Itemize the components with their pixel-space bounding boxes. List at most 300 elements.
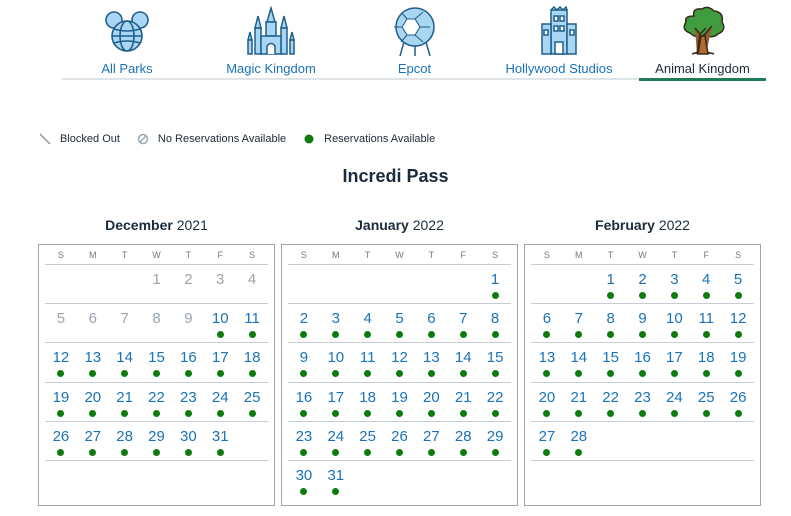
empty-day-cell [627,461,659,500]
legend-available [302,132,435,146]
day-cell[interactable] [479,383,511,421]
reservation-available-icon [543,410,550,417]
day-number: 14 [570,349,588,367]
reservation-available-icon [121,370,128,377]
day-cell[interactable] [447,304,479,342]
day-cell[interactable] [236,383,268,421]
day-cell[interactable] [320,461,352,500]
day-cell[interactable] [658,383,690,421]
reservation-available-icon [460,449,467,456]
day-cell[interactable] [384,383,416,421]
pass-title: Incredi Pass [342,166,449,186]
day-number: 13 [538,349,556,367]
empty-day-cell [595,461,627,500]
reservation-available-icon [639,410,646,417]
day-cell [45,304,77,342]
day-cell[interactable] [236,304,268,342]
reservation-available-icon [428,370,435,377]
day-cell[interactable] [288,383,320,421]
reservation-available-icon [57,449,64,456]
week-row [288,383,511,422]
reservation-available-icon [428,410,435,417]
reservation-available-icon [671,331,678,338]
tower-of-terror-icon [534,6,584,58]
day-number: 31 [211,427,229,445]
reservation-available-icon [735,370,742,377]
tree-of-life-icon [678,6,728,58]
reservation-available-icon [332,370,339,377]
day-cell[interactable] [141,343,173,381]
day-cell[interactable] [320,304,352,342]
weekday-label: T [671,249,678,260]
day-number: 13 [423,349,440,367]
day-number: 21 [570,388,588,406]
reservation-available-icon [607,410,614,417]
empty-day-cell [479,461,511,500]
day-number: 8 [606,310,615,328]
week-row [531,304,754,343]
weekday-label: S [300,249,307,260]
day-number: 6 [88,310,97,328]
reservation-available-icon [575,370,582,377]
reservation-available-icon [300,488,307,495]
weekday-header [288,245,511,265]
day-cell[interactable] [447,422,479,460]
day-number: 4 [247,271,257,288]
reservation-available-icon [57,410,64,417]
empty-day-cell [722,461,754,500]
empty-day-cell [690,422,722,460]
weekday-label: M [332,249,340,260]
day-cell [172,304,204,342]
reservation-available-icon [185,449,192,456]
day-cell[interactable] [722,265,754,303]
day-number: 18 [697,349,715,367]
day-number: 18 [359,388,376,406]
day-number: 5 [733,271,743,288]
day-cell[interactable] [627,304,659,342]
weekday-header [45,245,268,265]
reservation-available-icon [300,449,307,456]
empty-day-cell [77,461,109,500]
reservation-available-icon [153,370,160,377]
week-row [531,461,754,500]
tab-animal-kingdom[interactable] [639,0,766,82]
week-row [45,461,268,500]
day-cell[interactable] [595,265,627,303]
day-cell[interactable] [690,304,722,342]
reservation-available-icon [639,292,646,299]
day-cell[interactable] [563,343,595,381]
calendar-january [281,217,518,506]
week-row [45,343,268,382]
day-number: 4 [702,271,711,288]
day-cell[interactable] [384,304,416,342]
reservation-available-icon [460,370,467,377]
day-number: 25 [359,427,376,445]
reservation-available-icon [607,292,614,299]
reservation-available-icon [300,331,307,338]
reservation-available-icon [492,331,499,338]
day-number: 6 [542,310,552,328]
day-number: 27 [423,427,440,445]
reservation-available-icon [543,370,550,377]
tab-all-parks[interactable] [62,0,192,82]
empty-day-cell [77,265,109,303]
month-year: 2021 [176,217,208,233]
day-cell[interactable] [45,383,77,421]
day-number: 10 [666,310,683,328]
day-cell[interactable] [204,304,236,342]
day-number: 2 [299,310,309,328]
day-number: 22 [148,388,165,406]
day-cell[interactable] [415,383,447,421]
day-number: 15 [486,349,504,367]
reservation-available-icon [575,331,582,338]
no-reservations-icon [136,132,150,146]
reservation-available-icon [543,331,550,338]
reservation-available-icon [249,331,256,338]
day-cell[interactable] [627,383,659,421]
empty-day-cell [141,461,173,500]
weekday-label: T [121,249,128,260]
day-cell[interactable] [109,422,141,460]
day-number: 2 [184,271,193,288]
reservation-available-icon [492,370,499,377]
empty-day-cell [45,265,77,303]
day-number: 10 [327,349,345,367]
day-number: 9 [638,310,647,328]
legend-available-label: Reservations Available [324,133,436,145]
day-number: 17 [211,349,229,367]
day-number: 29 [486,427,504,445]
day-cell[interactable] [320,422,352,460]
empty-day-cell [236,422,268,460]
day-cell[interactable] [77,383,109,421]
empty-day-cell [447,461,479,500]
day-cell[interactable] [384,343,416,381]
day-cell[interactable] [415,422,447,460]
reservation-available-icon [703,331,710,338]
reservation-available-icon [492,292,499,299]
day-number: 22 [602,388,619,406]
reservation-available-icon [460,331,467,338]
tab-label: Animal Kingdom [655,61,750,76]
reservation-available-icon [607,331,614,338]
tab-label: Hollywood Studios [505,61,613,76]
reservation-available-icon [703,410,710,417]
day-number: 12 [729,310,747,328]
day-cell[interactable] [531,422,563,460]
tab-hollywood-studios[interactable] [479,0,639,82]
weekday-label: F [703,249,709,260]
day-number: 17 [327,388,345,406]
day-number: 1 [606,271,615,288]
day-number: 16 [634,349,651,367]
day-cell[interactable] [627,343,659,381]
day-number: 25 [697,388,715,406]
day-cell[interactable] [690,343,722,381]
day-cell[interactable] [415,343,447,381]
day-number: 27 [84,427,102,445]
tab-label: All Parks [101,61,153,76]
weekday-label: T [607,249,614,260]
reservation-available-icon [249,370,256,377]
reservation-available-icon [121,449,128,456]
day-cell[interactable] [288,422,320,460]
day-number: 29 [148,427,165,445]
reservation-available-icon [217,331,224,338]
day-number: 19 [52,388,70,406]
reservation-available-icon [492,410,499,417]
calendar-grid [281,244,518,506]
day-cell[interactable] [109,383,141,421]
week-row [45,383,268,422]
empty-day-cell [658,461,690,500]
day-number: 7 [459,310,468,328]
day-cell[interactable] [563,304,595,342]
day-cell[interactable] [627,265,659,303]
reservation-available-icon [364,331,371,338]
month-name: February [595,217,655,233]
day-cell[interactable] [531,304,563,342]
day-cell[interactable] [479,422,511,460]
day-cell[interactable] [320,343,352,381]
day-cell[interactable] [658,343,690,381]
day-number: 22 [486,388,504,406]
day-number: 20 [84,388,102,406]
day-cell[interactable] [352,304,384,342]
day-number: 1 [152,271,161,288]
month-name: December [105,217,173,233]
day-cell[interactable] [288,343,320,381]
day-number: 8 [152,310,161,328]
day-cell [141,265,173,303]
day-cell[interactable] [722,343,754,381]
day-number: 14 [454,349,472,367]
reservation-available-icon [396,449,403,456]
day-number: 14 [116,349,133,367]
weekday-label: W [152,249,161,260]
day-cell[interactable] [479,265,511,303]
reservation-available-icon [671,370,678,377]
day-number: 6 [427,310,436,328]
week-row [45,422,268,461]
day-number: 5 [56,310,66,328]
day-cell[interactable] [690,265,722,303]
week-row [288,461,511,500]
day-cell[interactable] [352,343,384,381]
day-number: 11 [359,349,376,367]
week-row [288,304,511,343]
reservation-available-icon [364,410,371,417]
day-cell[interactable] [595,343,627,381]
reservation-available-icon [185,370,192,377]
empty-day-cell [109,461,141,500]
day-cell[interactable] [479,304,511,342]
reservation-available-icon [89,449,96,456]
day-number: 3 [331,310,340,328]
day-cell[interactable] [415,304,447,342]
day-cell[interactable] [352,422,384,460]
day-number: 25 [243,388,261,406]
empty-day-cell [595,422,627,460]
day-cell[interactable] [384,422,416,460]
day-number: 16 [295,388,313,406]
day-cell[interactable] [204,343,236,381]
weekday-label: S [735,249,742,260]
day-number: 20 [423,388,440,406]
weekday-label: W [395,249,404,260]
day-number: 1 [490,271,500,288]
park-tabs [62,0,766,82]
reservation-available-icon [735,410,742,417]
day-cell[interactable] [690,383,722,421]
empty-day-cell [384,461,416,500]
day-number: 11 [244,310,260,328]
day-cell[interactable] [236,343,268,381]
reservation-available-icon [575,449,582,456]
empty-day-cell [45,461,77,500]
day-cell[interactable] [172,343,204,381]
reservation-available-icon [396,331,403,338]
day-cell[interactable] [77,343,109,381]
week-row [288,343,511,382]
reservation-available-icon [639,331,646,338]
day-cell [109,304,141,342]
reservation-available-icon [332,331,339,338]
day-number: 9 [299,349,309,367]
legend-no-reservations [136,132,286,146]
weekday-label: S [543,249,550,260]
day-cell[interactable] [447,343,479,381]
day-cell [204,265,236,303]
weekday-label: S [249,249,256,260]
empty-day-cell [415,461,447,500]
reservation-available-icon [185,410,192,417]
reservation-available-icon [703,370,710,377]
day-cell[interactable] [172,383,204,421]
day-cell[interactable] [320,383,352,421]
day-cell[interactable] [172,422,204,460]
week-row [288,422,511,461]
reservation-available-icon [332,488,339,495]
day-number: 12 [391,349,408,367]
week-row [288,265,511,304]
reservation-available-icon [364,449,371,456]
day-cell[interactable] [595,383,627,421]
empty-day-cell [447,265,479,303]
day-number: 11 [698,310,715,328]
tab-epcot[interactable] [350,0,479,82]
reservation-available-icon [153,410,160,417]
day-cell[interactable] [288,304,320,342]
empty-day-cell [236,461,268,500]
empty-day-cell [563,265,595,303]
day-cell[interactable] [352,383,384,421]
day-number: 23 [634,388,651,406]
day-cell[interactable] [531,383,563,421]
weekday-label: T [364,249,371,260]
month-year: 2022 [658,217,690,233]
blocked-out-icon [38,132,52,146]
day-cell[interactable] [141,383,173,421]
day-cell[interactable] [658,304,690,342]
day-cell[interactable] [658,265,690,303]
empty-day-cell [722,422,754,460]
reservation-available-icon [332,449,339,456]
day-cell[interactable] [563,383,595,421]
legend-blocked [38,132,120,146]
day-cell[interactable] [479,343,511,381]
day-cell[interactable] [288,461,320,500]
day-number: 28 [454,427,472,445]
day-cell[interactable] [45,343,77,381]
day-cell[interactable] [109,343,141,381]
day-cell[interactable] [77,422,109,460]
calendar-grid [524,244,761,506]
month-title [38,217,275,244]
reservation-available-icon [300,410,307,417]
reservation-available-icon [300,370,307,377]
tab-label: Epcot [397,61,432,76]
day-number: 10 [211,310,229,328]
day-number: 24 [327,427,345,445]
day-number: 27 [538,427,556,445]
reservation-available-icon [735,292,742,299]
available-dot-icon [302,132,316,146]
day-cell[interactable] [45,422,77,460]
empty-day-cell [320,265,352,303]
day-cell[interactable] [722,304,754,342]
empty-day-cell [531,265,563,303]
mickey-globe-icon [102,6,152,58]
day-number: 23 [180,388,197,406]
weekday-label: S [57,249,64,260]
tab-magic-kingdom[interactable] [192,0,350,82]
day-number: 15 [602,349,619,367]
day-cell[interactable] [531,343,563,381]
day-cell[interactable] [204,422,236,460]
day-cell[interactable] [204,383,236,421]
day-number: 31 [327,466,345,484]
day-cell[interactable] [447,383,479,421]
calendar-february [524,217,761,506]
weekday-label: F [460,249,466,260]
day-cell[interactable] [141,422,173,460]
reservation-available-icon [575,410,582,417]
day-number: 26 [391,427,408,445]
day-cell[interactable] [563,422,595,460]
reservation-available-icon [671,292,678,299]
reservation-available-icon [249,410,256,417]
month-year: 2022 [412,217,444,233]
weekday-label: M [575,249,583,260]
week-row [531,422,754,461]
day-number: 12 [52,349,70,367]
reservation-available-icon [57,370,64,377]
month-title [524,217,761,244]
day-number: 18 [243,349,261,367]
legend-no-reservations-label: No Reservations Available [157,133,287,145]
weekday-label: F [217,249,223,260]
day-cell[interactable] [595,304,627,342]
day-cell[interactable] [722,383,754,421]
empty-day-cell [352,265,384,303]
calendar-grid [38,244,275,506]
day-number: 30 [180,427,197,445]
day-number: 17 [666,349,683,367]
